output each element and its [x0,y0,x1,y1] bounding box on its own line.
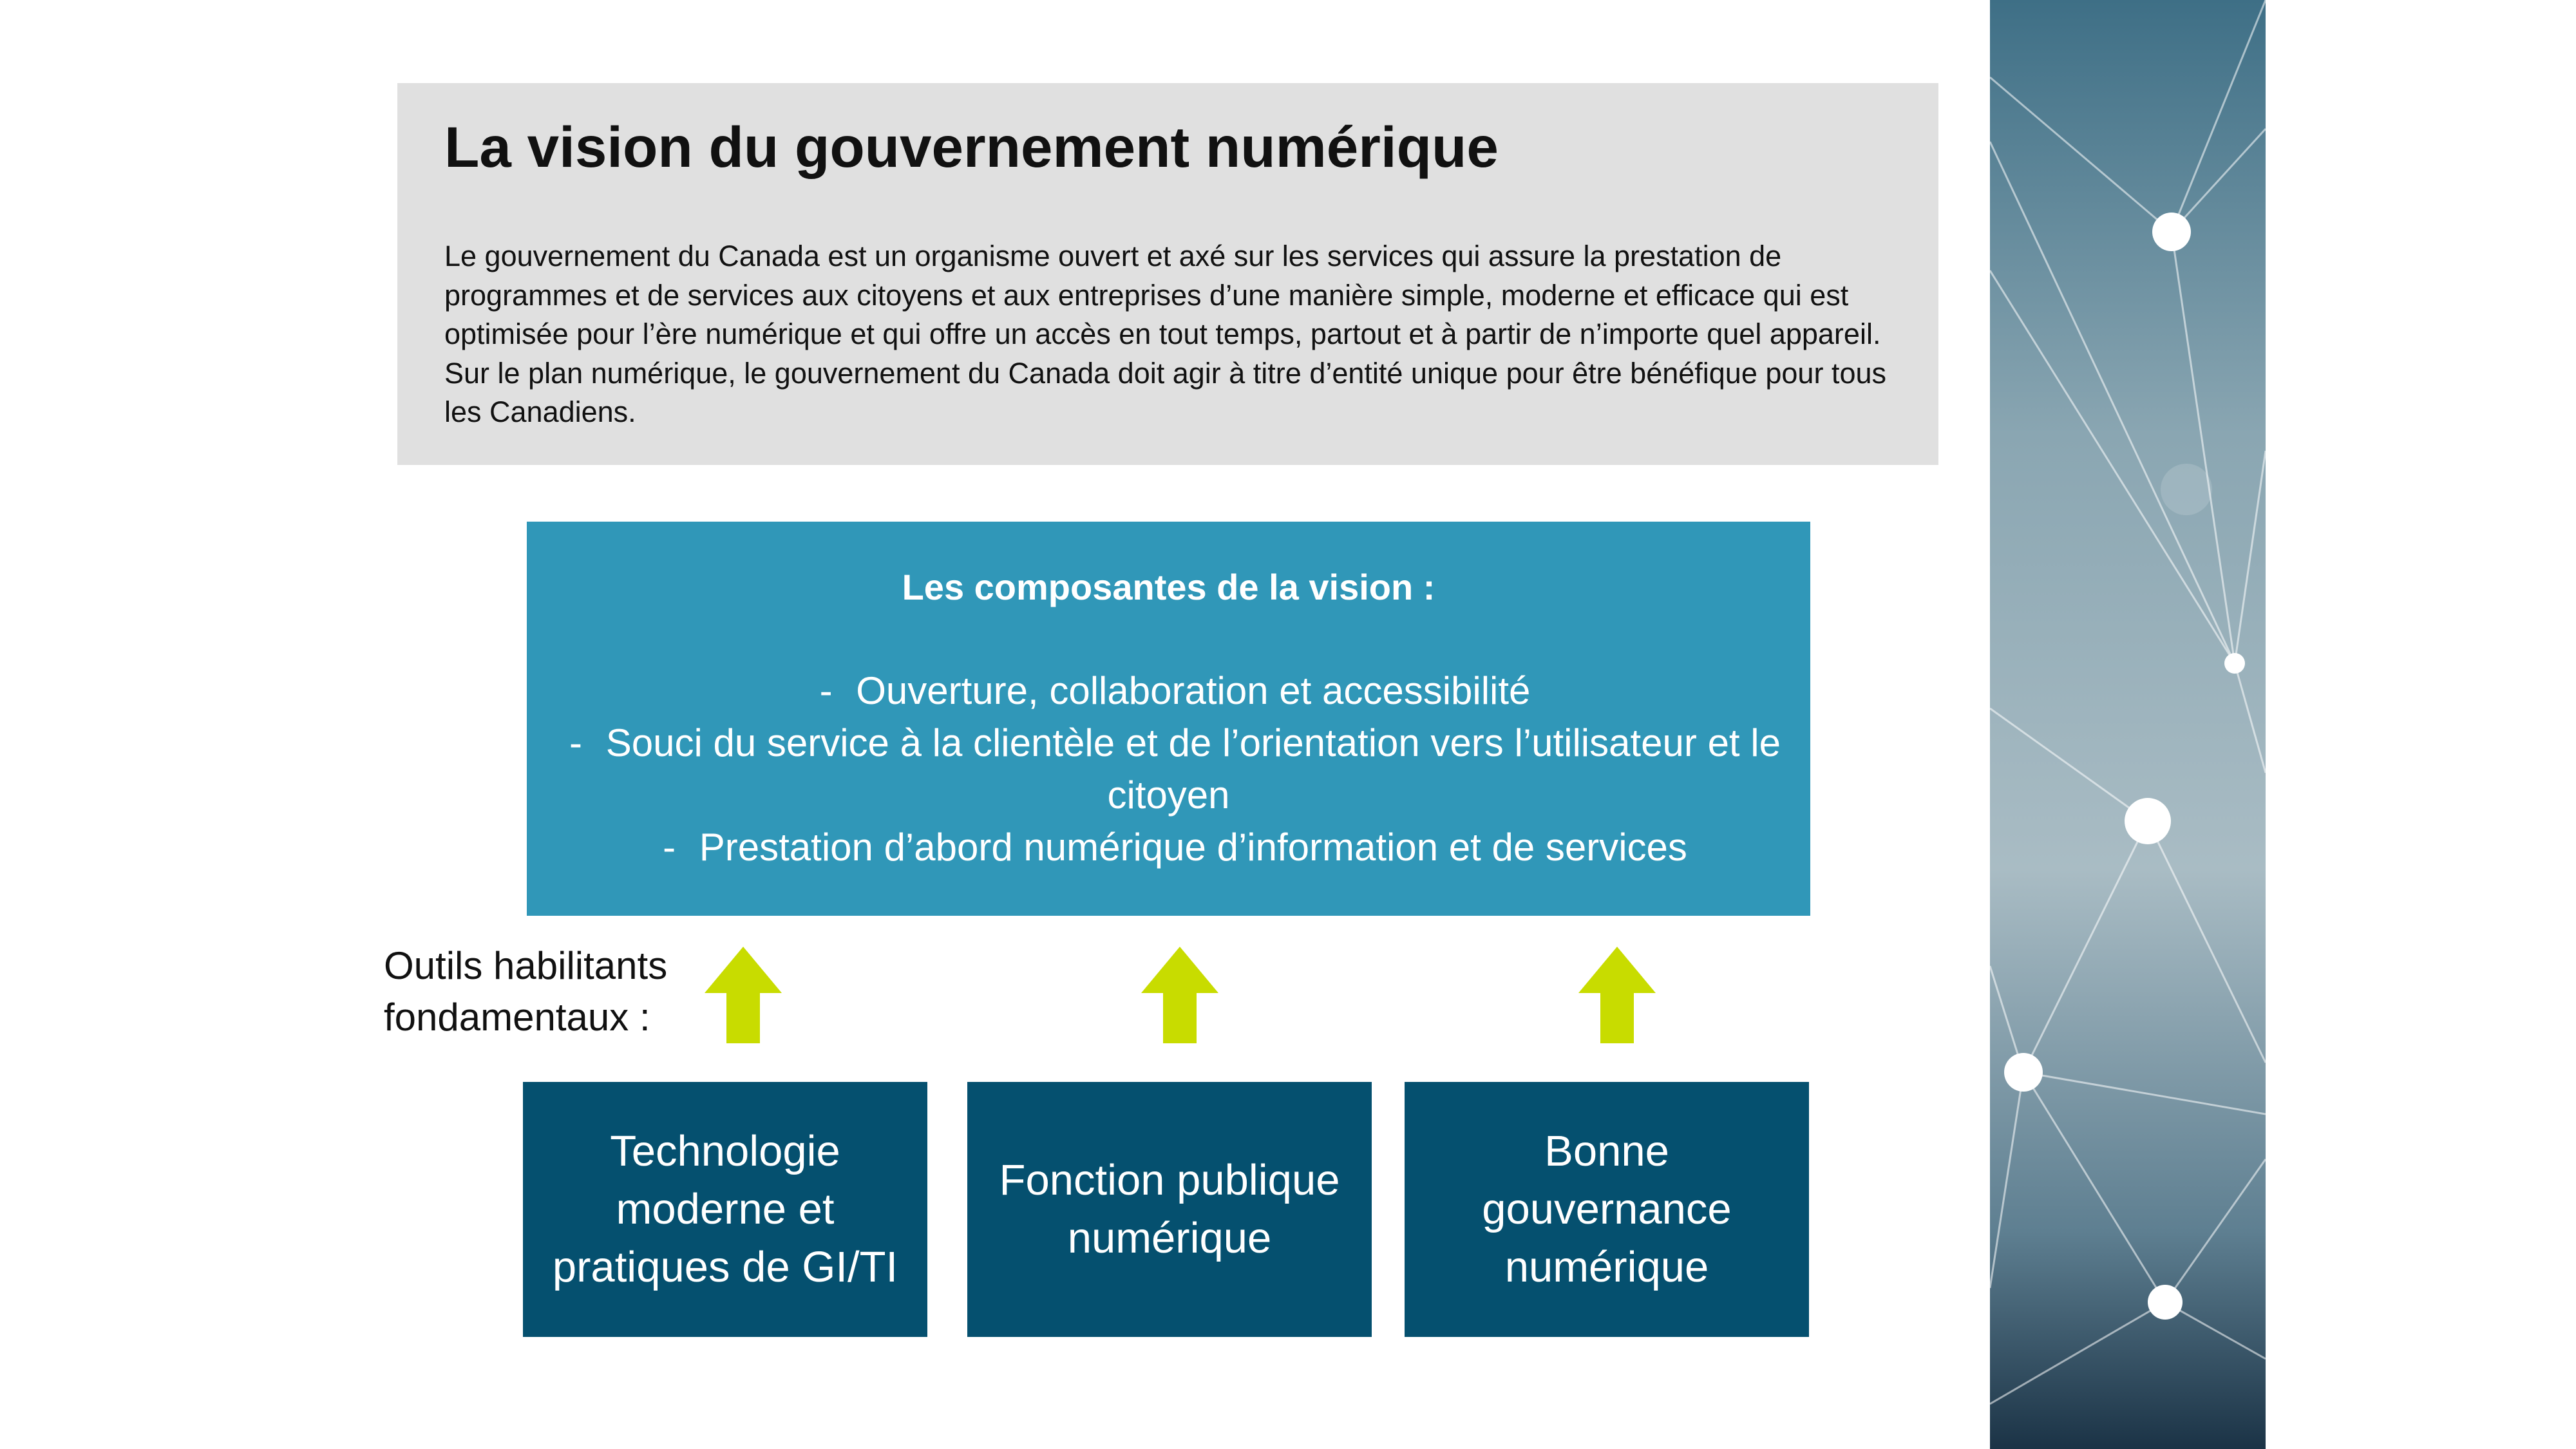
arrow-up-icon [705,947,782,1043]
enabler-label: Bonne gouvernance numérique [1482,1127,1732,1291]
bullet-dash: - [663,826,676,869]
components-title: Les composantes de la vision : [902,567,1435,607]
enabler-box-governance [1405,1082,1809,1337]
enabler-box-public-service [967,1082,1372,1337]
component-item [553,821,1785,873]
enabler-label: Fonction publique numérique [999,1156,1340,1262]
enablers-label: Outils habilitants fondamentaux : [384,944,668,1039]
arrow-up-icon [1141,947,1218,1043]
arrow-up-icon [1578,947,1656,1043]
components-box [527,522,1810,916]
vision-description: Le gouvernement du Canada est un organisme ouvert et axé sur les services qui assure la prestation de programmes et de services aux citoyens et aux entreprises d’une manière simple, moderne et efficace qui est optimisée pour l’ère numérique et qui offre un accès en tout temps, partout et à partir de n’importe quel appareil. Sur le plan numérique, le gouvernement du Canada doit agir à titre d’entité unique pour être bénéfique pour tous les Canadiens. [444,240,1886,428]
component-item [553,665,1785,717]
component-item [553,717,1785,821]
components-list [553,665,1785,873]
enabler-label: Technologie moderne et pratiques de GI/TI [552,1127,898,1291]
component-item-label: Prestation d’abord numérique d’information et de services [699,826,1687,869]
vision-title: La vision du gouvernement numérique [444,115,1499,179]
component-item-label: Souci du service à la clientèle et de l’orientation vers l’utilisateur et le citoyen [605,721,1781,817]
bullet-dash: - [819,669,833,712]
network-nodes-graphic [1990,0,2266,1449]
component-item-label: Ouverture, collaboration et accessibilité [856,669,1531,712]
bullet-dash: - [569,721,582,764]
enabler-box-technology [523,1082,927,1337]
